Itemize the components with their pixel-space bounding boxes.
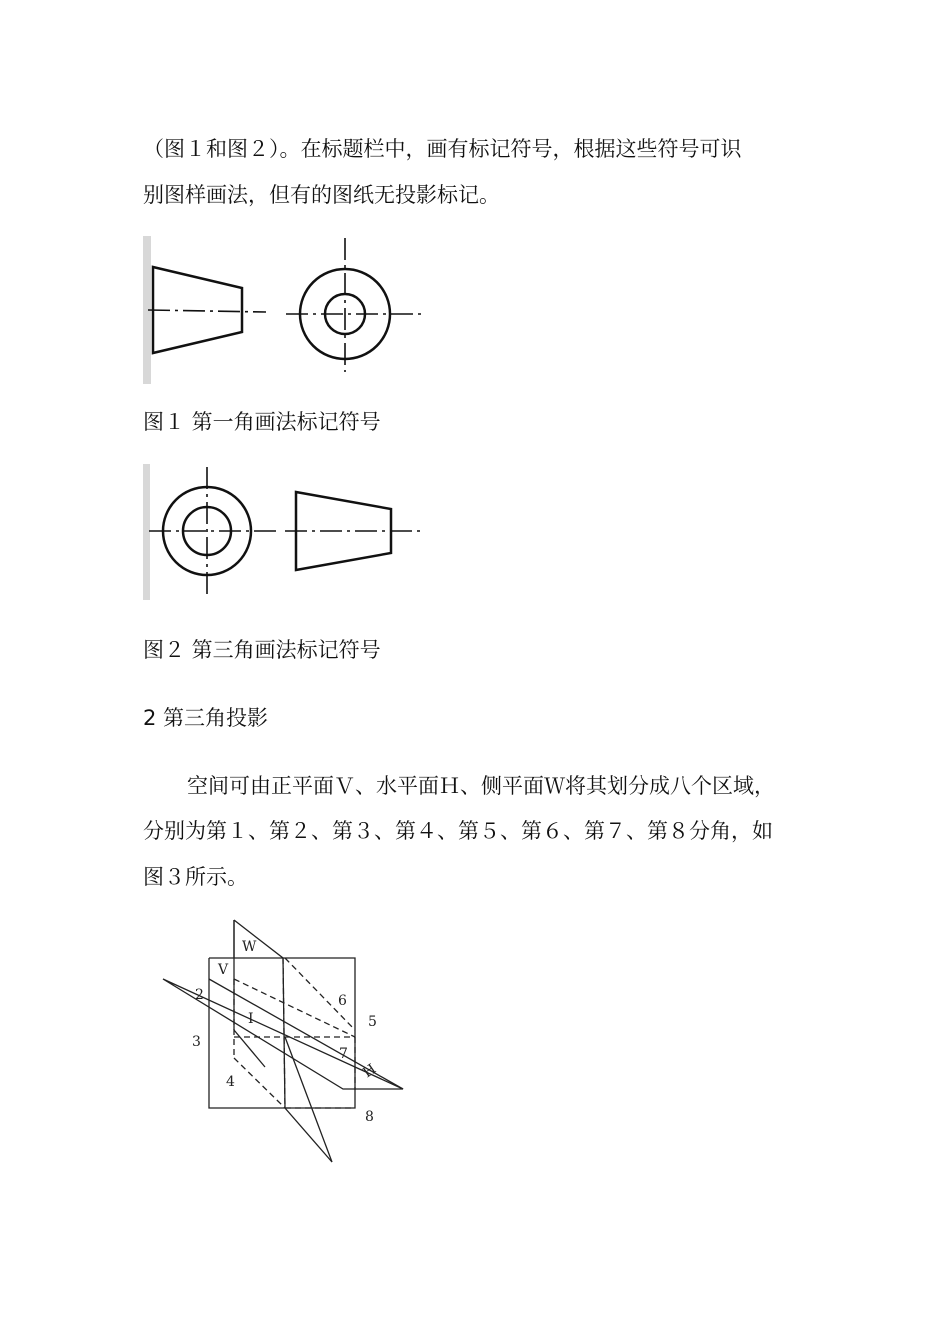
first-angle-symbol-figure (143, 236, 433, 386)
label-octant-7: 7 (339, 1046, 348, 1062)
label-octant-1: I (248, 1011, 254, 1027)
intro-line-2: 别图样画法，但有的图纸无投影标记。 (143, 183, 500, 207)
body-line-1: 空间可由正平面Ｖ、水平面Ｈ、侧平面Ｗ将其划分成八个区域， (187, 774, 775, 798)
intro-line-1: （图１和图２）。在标题栏中，画有标记符号，根据这些符号可识 (143, 137, 742, 161)
label-octant-2: 2 (195, 987, 204, 1003)
scan-edge-shade (143, 464, 150, 600)
label-v: V (218, 962, 229, 978)
label-octant-4: 4 (226, 1074, 235, 1090)
label-h: H (360, 1061, 380, 1082)
label-w: W (242, 939, 257, 955)
body-line-2: 分别为第１、第２、第３、第４、第５、第６、第７、第８分角，如 (143, 819, 773, 843)
body-line-3: 图３所示。 (143, 865, 248, 889)
figure-2-caption: 图２ 第三角画法标记符号 (143, 638, 381, 662)
label-octant-6: 6 (338, 993, 347, 1009)
hidden-h-v (234, 979, 355, 1037)
plane-w-right (285, 1037, 332, 1162)
hidden-diagonal (234, 1058, 285, 1108)
label-octant-3: 3 (192, 1034, 201, 1050)
label-octant-8: 8 (365, 1109, 374, 1125)
third-angle-symbol-figure (143, 464, 433, 602)
octants-figure (150, 910, 420, 1170)
frustum-centerline (148, 310, 266, 312)
section-heading: 2 第三角投影 (143, 706, 269, 730)
figure-1-caption: 图１ 第一角画法标记符号 (143, 410, 381, 434)
label-octant-5: 5 (368, 1014, 377, 1030)
plane-w-left-lower (234, 1030, 265, 1067)
